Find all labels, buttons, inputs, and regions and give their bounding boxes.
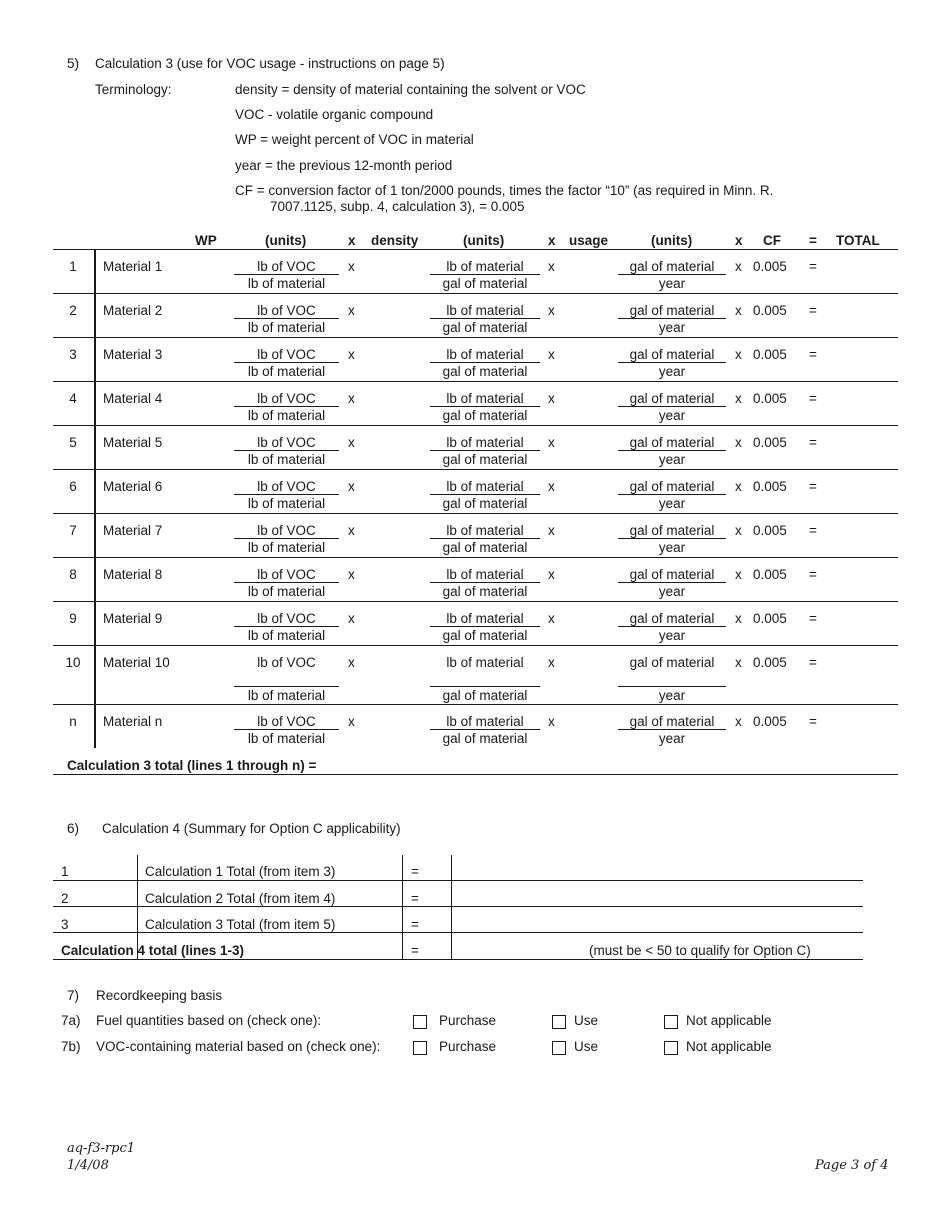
times-sign: x <box>735 714 742 729</box>
row-number: 9 <box>69 611 77 626</box>
fraction-bar <box>234 318 339 319</box>
density-unit-denominator: gal of material <box>442 584 528 599</box>
fraction-bar <box>618 582 726 583</box>
times-sign: x <box>548 479 555 494</box>
fraction-bar <box>430 494 540 495</box>
voc-unit-denominator: lb of material <box>247 452 326 467</box>
calc4-row-rule <box>53 932 863 933</box>
7b-use-label: Use <box>574 1039 599 1054</box>
usage-input[interactable] <box>563 299 615 329</box>
material-name: Material 6 <box>103 479 163 494</box>
density-unit-denominator: gal of material <box>442 276 528 291</box>
times-sign: x <box>348 479 355 494</box>
section-5-title: Calculation 3 (use for VOC usage - instructions on page 5) <box>95 56 445 71</box>
usage-input[interactable] <box>563 710 615 740</box>
usage-unit-numerator: gal of material <box>629 259 715 274</box>
header-density: density <box>371 233 419 248</box>
wp-input[interactable] <box>180 519 232 549</box>
voc-unit-numerator: lb of VOC <box>257 611 316 626</box>
equals-sign: = <box>809 611 817 626</box>
equals-sign: = <box>809 259 817 274</box>
times-sign: x <box>348 714 355 729</box>
calc4-row-rule <box>53 880 863 881</box>
density-input[interactable] <box>365 710 427 740</box>
density-unit-numerator: lb of material <box>446 479 524 494</box>
wp-input[interactable] <box>180 710 232 740</box>
row-total-input[interactable] <box>828 299 896 329</box>
equals-sign: = <box>809 567 817 582</box>
row-rule <box>53 381 898 382</box>
footer-form-id: aq-f3-rpc1 <box>67 1141 136 1156</box>
times-sign: x <box>548 435 555 450</box>
times-sign: x <box>348 611 355 626</box>
header-units-2: (units) <box>463 233 505 248</box>
calc4-total-field[interactable] <box>452 934 582 958</box>
table-top-rule <box>53 249 898 250</box>
row-total-input[interactable] <box>828 343 896 373</box>
cf-value: 0.005 <box>753 391 787 406</box>
density-input[interactable] <box>365 607 427 637</box>
fraction-bar <box>618 450 726 451</box>
times-sign: x <box>735 259 742 274</box>
table-column-divider <box>94 249 96 748</box>
footer-date: 1/4/08 <box>67 1158 109 1173</box>
fraction-bar <box>234 494 339 495</box>
wp-input[interactable] <box>180 343 232 373</box>
fraction-bar <box>430 362 540 363</box>
row-number: 5 <box>69 435 77 450</box>
7b-not-applicable-checkbox[interactable] <box>664 1041 678 1055</box>
calc4-row-1-total-field[interactable] <box>452 858 862 880</box>
times-sign: x <box>348 391 355 406</box>
times-sign: x <box>735 523 742 538</box>
fraction-bar <box>430 686 540 687</box>
wp-input[interactable] <box>180 431 232 461</box>
cf-value: 0.005 <box>753 567 787 582</box>
times-sign: x <box>548 611 555 626</box>
material-name: Material 7 <box>103 523 163 538</box>
terminology-label: Terminology: <box>95 82 172 97</box>
usage-unit-denominator: year <box>658 584 686 599</box>
equals-sign: = <box>809 303 817 318</box>
usage-unit-numerator: gal of material <box>629 303 715 318</box>
usage-unit-numerator: gal of material <box>629 435 715 450</box>
wp-input[interactable] <box>180 651 232 681</box>
density-unit-denominator: gal of material <box>442 452 528 467</box>
row-rule <box>53 704 898 705</box>
usage-unit-numerator: gal of material <box>629 479 715 494</box>
calc4-total-equals: = <box>411 943 419 958</box>
density-input[interactable] <box>365 431 427 461</box>
calc3-total-label: Calculation 3 total (lines 1 through n) = <box>67 758 317 773</box>
density-unit-denominator: gal of material <box>442 408 528 423</box>
usage-input[interactable] <box>563 387 615 417</box>
row-total-input[interactable] <box>828 710 896 740</box>
item-7a-label: Fuel quantities based on (check one): <box>96 1013 322 1028</box>
usage-unit-denominator: year <box>658 731 686 746</box>
fraction-bar <box>234 686 339 687</box>
cf-value: 0.005 <box>753 303 787 318</box>
row-rule <box>53 513 898 514</box>
term-year: year = the previous 12-month period <box>235 158 453 173</box>
calc4-row-rule <box>53 906 863 907</box>
fraction-bar <box>618 274 726 275</box>
fraction-bar <box>618 626 726 627</box>
usage-unit-denominator: year <box>658 320 686 335</box>
density-input[interactable] <box>365 343 427 373</box>
row-rule <box>53 293 898 294</box>
header-cf: CF <box>763 233 781 248</box>
times-sign: x <box>548 391 555 406</box>
fraction-bar <box>234 626 339 627</box>
fraction-bar <box>234 274 339 275</box>
calc4-row-equals: = <box>411 917 419 932</box>
density-unit-denominator: gal of material <box>442 540 528 555</box>
calc4-row-label: Calculation 3 Total (from item 5) <box>145 917 336 932</box>
fraction-bar <box>430 406 540 407</box>
row-number: 3 <box>69 347 77 362</box>
row-rule <box>53 425 898 426</box>
times-sign: x <box>548 523 555 538</box>
row-number: 8 <box>69 567 77 582</box>
times-sign: x <box>548 567 555 582</box>
times-sign: x <box>548 714 555 729</box>
row-number: 10 <box>65 655 81 670</box>
wp-input[interactable] <box>180 475 232 505</box>
times-sign: x <box>348 567 355 582</box>
equals-sign: = <box>809 523 817 538</box>
times-sign: x <box>548 655 555 670</box>
density-unit-denominator: gal of material <box>442 628 528 643</box>
row-total-input[interactable] <box>828 607 896 637</box>
fraction-bar <box>618 538 726 539</box>
row-rule <box>53 645 898 646</box>
cf-value: 0.005 <box>753 611 787 626</box>
header-units-1: (units) <box>265 233 307 248</box>
calc4-row-3-total-field[interactable] <box>452 908 862 932</box>
times-sign: x <box>735 655 742 670</box>
calc3-total-rule <box>53 774 898 775</box>
row-total-input[interactable] <box>828 651 896 681</box>
usage-unit-denominator: year <box>658 452 686 467</box>
fraction-bar <box>234 729 339 730</box>
times-sign: x <box>735 347 742 362</box>
wp-input[interactable] <box>180 299 232 329</box>
7a-use-checkbox[interactable] <box>552 1015 566 1029</box>
times-sign: x <box>548 347 555 362</box>
7a-use-label: Use <box>574 1013 599 1028</box>
voc-unit-denominator: lb of material <box>247 496 326 511</box>
usage-unit-denominator: year <box>658 628 686 643</box>
calc4-total-label: Calculation 4 total (lines 1-3) <box>61 943 245 958</box>
voc-unit-denominator: lb of material <box>247 364 326 379</box>
equals-sign: = <box>809 479 817 494</box>
density-input[interactable] <box>365 563 427 593</box>
voc-unit-denominator: lb of material <box>247 628 326 643</box>
section-7-number: 7) <box>67 988 80 1003</box>
fraction-bar <box>234 406 339 407</box>
times-sign: x <box>735 479 742 494</box>
material-name: Material 9 <box>103 611 163 626</box>
header-usage: usage <box>569 233 609 248</box>
wp-input[interactable] <box>180 563 232 593</box>
voc-unit-denominator: lb of material <box>247 408 326 423</box>
times-sign: x <box>735 567 742 582</box>
header-times-3: x <box>735 233 743 248</box>
item-7b-number: 7b) <box>61 1039 81 1054</box>
calc4-row-num: 1 <box>61 864 69 879</box>
voc-unit-numerator: lb of VOC <box>257 479 316 494</box>
times-sign: x <box>735 391 742 406</box>
usage-unit-numerator: gal of material <box>629 523 715 538</box>
calc4-row-num: 2 <box>61 891 69 906</box>
usage-unit-denominator: year <box>658 688 686 703</box>
voc-unit-denominator: lb of material <box>247 731 326 746</box>
term-cf-line2: 7007.1125, subp. 4, calculation 3), = 0.005 <box>270 199 525 214</box>
header-total: TOTAL <box>836 233 880 248</box>
material-name: Material n <box>103 714 163 729</box>
cf-value: 0.005 <box>753 714 787 729</box>
times-sign: x <box>548 303 555 318</box>
usage-unit-denominator: year <box>658 364 686 379</box>
fraction-bar <box>234 538 339 539</box>
times-sign: x <box>548 259 555 274</box>
row-rule <box>53 337 898 338</box>
material-name: Material 4 <box>103 391 163 406</box>
voc-unit-denominator: lb of material <box>247 584 326 599</box>
footer-page-number: Page 3 of 4 <box>815 1158 889 1173</box>
material-name: Material 10 <box>103 655 170 670</box>
usage-input[interactable] <box>563 255 615 285</box>
times-sign: x <box>348 435 355 450</box>
density-unit-numerator: lb of material <box>446 391 524 406</box>
voc-unit-numerator: lb of VOC <box>257 391 316 406</box>
equals-sign: = <box>809 714 817 729</box>
usage-unit-numerator: gal of material <box>629 714 715 729</box>
calc4-divider-2 <box>402 855 403 959</box>
fraction-bar <box>618 686 726 687</box>
fraction-bar <box>430 582 540 583</box>
voc-unit-numerator: lb of VOC <box>257 259 316 274</box>
header-times-2: x <box>548 233 556 248</box>
section-5-number: 5) <box>67 56 80 71</box>
fraction-bar <box>618 494 726 495</box>
wp-input[interactable] <box>180 255 232 285</box>
wp-input[interactable] <box>180 607 232 637</box>
header-wp: WP <box>195 233 217 248</box>
calc4-row-label: Calculation 1 Total (from item 3) <box>145 864 336 879</box>
density-unit-numerator: lb of material <box>446 347 524 362</box>
cf-value: 0.005 <box>753 347 787 362</box>
times-sign: x <box>348 303 355 318</box>
voc-unit-numerator: lb of VOC <box>257 714 316 729</box>
density-input[interactable] <box>365 299 427 329</box>
cf-value: 0.005 <box>753 479 787 494</box>
density-input[interactable] <box>365 255 427 285</box>
density-unit-numerator: lb of material <box>446 567 524 582</box>
fraction-bar <box>234 582 339 583</box>
row-total-input[interactable] <box>828 475 896 505</box>
7b-use-checkbox[interactable] <box>552 1041 566 1055</box>
material-name: Material 2 <box>103 303 163 318</box>
row-total-input[interactable] <box>828 431 896 461</box>
material-name: Material 1 <box>103 259 163 274</box>
fraction-bar <box>430 274 540 275</box>
density-unit-numerator: lb of material <box>446 611 524 626</box>
fraction-bar <box>430 538 540 539</box>
row-rule <box>53 557 898 558</box>
header-units-3: (units) <box>651 233 693 248</box>
calc4-row-2-total-field[interactable] <box>452 882 862 906</box>
fraction-bar <box>618 318 726 319</box>
density-unit-numerator: lb of material <box>446 435 524 450</box>
cf-value: 0.005 <box>753 523 787 538</box>
row-number: 6 <box>69 479 77 494</box>
density-unit-denominator: gal of material <box>442 688 528 703</box>
voc-unit-numerator: lb of VOC <box>257 303 316 318</box>
density-unit-denominator: gal of material <box>442 364 528 379</box>
row-rule <box>53 469 898 470</box>
times-sign: x <box>735 303 742 318</box>
row-number: 7 <box>69 523 77 538</box>
material-name: Material 5 <box>103 435 163 450</box>
wp-input[interactable] <box>180 387 232 417</box>
section-7-title: Recordkeeping basis <box>96 988 223 1003</box>
usage-unit-denominator: year <box>658 540 686 555</box>
usage-input[interactable] <box>563 651 615 681</box>
calc4-row-equals: = <box>411 864 419 879</box>
fraction-bar <box>234 362 339 363</box>
fraction-bar <box>430 729 540 730</box>
voc-unit-denominator: lb of material <box>247 320 326 335</box>
cf-value: 0.005 <box>753 655 787 670</box>
7b-purchase-checkbox[interactable] <box>413 1041 427 1055</box>
material-name: Material 8 <box>103 567 163 582</box>
usage-input[interactable] <box>563 343 615 373</box>
usage-unit-numerator: gal of material <box>629 391 715 406</box>
row-number: 2 <box>69 303 77 318</box>
density-unit-numerator: lb of material <box>446 655 524 670</box>
7a-purchase-checkbox[interactable] <box>413 1015 427 1029</box>
voc-unit-denominator: lb of material <box>247 540 326 555</box>
item-7b-label: VOC-containing material based on (check one): <box>96 1039 381 1054</box>
7b-not-applicable-label: Not applicable <box>686 1039 772 1054</box>
fraction-bar <box>618 406 726 407</box>
row-total-input[interactable] <box>828 563 896 593</box>
calc4-total-note: (must be < 50 to qualify for Option C) <box>589 943 811 958</box>
times-sign: x <box>348 523 355 538</box>
section-6-title: Calculation 4 (Summary for Option C applicability) <box>102 821 401 836</box>
usage-input[interactable] <box>563 519 615 549</box>
voc-unit-numerator: lb of VOC <box>257 567 316 582</box>
usage-input[interactable] <box>563 475 615 505</box>
equals-sign: = <box>809 347 817 362</box>
cf-value: 0.005 <box>753 435 787 450</box>
voc-unit-numerator: lb of VOC <box>257 435 316 450</box>
fraction-bar <box>234 450 339 451</box>
7a-not-applicable-label: Not applicable <box>686 1013 772 1028</box>
usage-unit-numerator: gal of material <box>629 347 715 362</box>
fraction-bar <box>430 450 540 451</box>
cf-value: 0.005 <box>753 259 787 274</box>
density-input[interactable] <box>365 475 427 505</box>
fraction-bar <box>430 626 540 627</box>
density-input[interactable] <box>365 651 427 681</box>
usage-unit-numerator: gal of material <box>629 655 715 670</box>
item-7a-number: 7a) <box>61 1013 81 1028</box>
times-sign: x <box>348 347 355 362</box>
voc-unit-numerator: lb of VOC <box>257 655 316 670</box>
times-sign: x <box>735 611 742 626</box>
row-rule <box>53 601 898 602</box>
7b-purchase-label: Purchase <box>439 1039 497 1054</box>
usage-input[interactable] <box>563 431 615 461</box>
times-sign: x <box>348 655 355 670</box>
density-unit-numerator: lb of material <box>446 259 524 274</box>
usage-unit-denominator: year <box>658 496 686 511</box>
row-number: n <box>69 714 77 729</box>
usage-input[interactable] <box>563 607 615 637</box>
usage-unit-denominator: year <box>658 408 686 423</box>
equals-sign: = <box>809 435 817 450</box>
density-unit-numerator: lb of material <box>446 523 524 538</box>
fraction-bar <box>618 362 726 363</box>
times-sign: x <box>735 435 742 450</box>
row-number: 1 <box>69 259 77 274</box>
material-name: Material 3 <box>103 347 163 362</box>
equals-sign: = <box>809 391 817 406</box>
term-density: density = density of material containing the solvent or VOC <box>235 82 586 97</box>
equals-sign: = <box>809 655 817 670</box>
density-unit-denominator: gal of material <box>442 496 528 511</box>
header-equals: = <box>809 233 817 248</box>
density-unit-denominator: gal of material <box>442 320 528 335</box>
density-input[interactable] <box>365 519 427 549</box>
calc4-row-num: 3 <box>61 917 69 932</box>
row-number: 4 <box>69 391 77 406</box>
voc-unit-numerator: lb of VOC <box>257 523 316 538</box>
term-wp: WP = weight percent of VOC in material <box>235 132 474 147</box>
density-unit-numerator: lb of material <box>446 303 524 318</box>
calc4-row-equals: = <box>411 891 419 906</box>
7a-not-applicable-checkbox[interactable] <box>664 1015 678 1029</box>
calc4-total-rule <box>53 959 863 960</box>
voc-unit-numerator: lb of VOC <box>257 347 316 362</box>
row-total-input[interactable] <box>828 255 896 285</box>
row-total-input[interactable] <box>828 519 896 549</box>
usage-unit-numerator: gal of material <box>629 567 715 582</box>
voc-unit-denominator: lb of material <box>247 688 326 703</box>
usage-unit-denominator: year <box>658 276 686 291</box>
density-unit-denominator: gal of material <box>442 731 528 746</box>
fraction-bar <box>430 318 540 319</box>
fraction-bar <box>618 729 726 730</box>
usage-unit-numerator: gal of material <box>629 611 715 626</box>
calc4-row-label: Calculation 2 Total (from item 4) <box>145 891 336 906</box>
term-cf-line1: CF = conversion factor of 1 ton/2000 pounds, times the factor “10” (as required in Minn. R. <box>235 183 774 198</box>
section-6-number: 6) <box>67 821 80 836</box>
term-voc: VOC - volatile organic compound <box>235 107 434 122</box>
usage-input[interactable] <box>563 563 615 593</box>
times-sign: x <box>348 259 355 274</box>
header-times-1: x <box>348 233 356 248</box>
voc-unit-denominator: lb of material <box>247 276 326 291</box>
row-total-input[interactable] <box>828 387 896 417</box>
7a-purchase-label: Purchase <box>439 1013 497 1028</box>
density-unit-numerator: lb of material <box>446 714 524 729</box>
density-input[interactable] <box>365 387 427 417</box>
